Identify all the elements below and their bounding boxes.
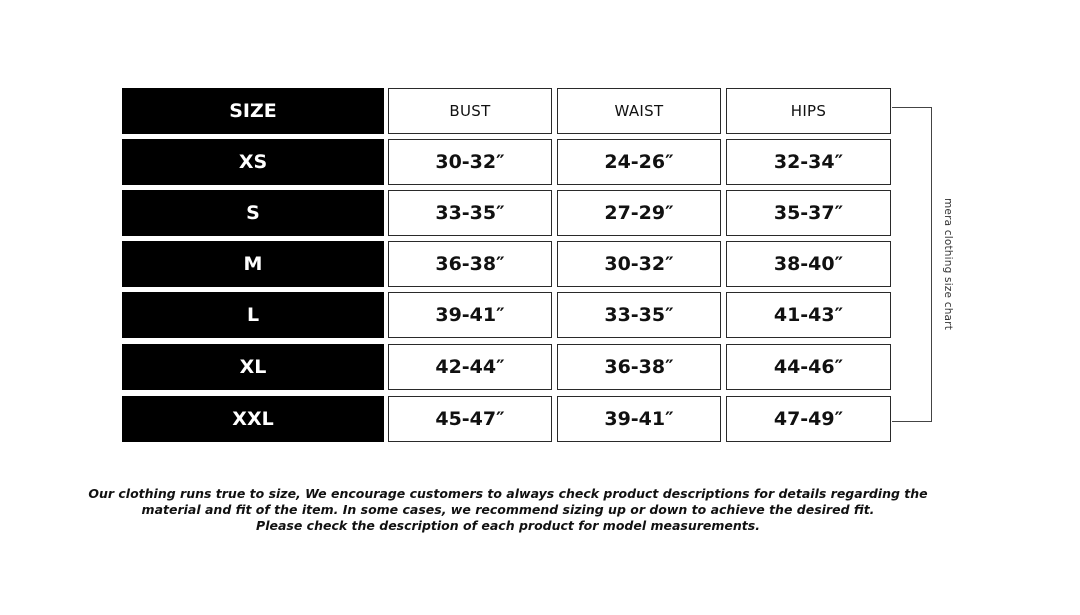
- waist-value: 27-29″: [557, 190, 721, 236]
- bust-value: 45-47″: [388, 396, 552, 442]
- waist-value: 36-38″: [557, 344, 721, 390]
- sizing-note: [0, 486, 1016, 534]
- waist-column-header: WAIST: [557, 88, 721, 134]
- sizing-note-line-1: Our clothing runs true to size, We encourage customers to always check product descriptions for details regarding the: [88, 486, 928, 501]
- waist-value: 33-35″: [557, 292, 721, 338]
- waist-value: 24-26″: [557, 139, 721, 185]
- waist-value: 30-32″: [557, 241, 721, 287]
- size-label: S: [122, 190, 384, 236]
- size-label: XL: [122, 344, 384, 390]
- hips-value: 35-37″: [726, 190, 891, 236]
- size-chart-side-label: mera clothing size chart: [942, 197, 954, 331]
- hips-value: 41-43″: [726, 292, 891, 338]
- bust-value: 39-41″: [388, 292, 552, 338]
- hips-value: 47-49″: [726, 396, 891, 442]
- bust-value: 33-35″: [388, 190, 552, 236]
- sizing-note-line-3: Please check the description of each product for model measurements.: [256, 518, 760, 533]
- hips-value: 32-34″: [726, 139, 891, 185]
- hips-value: 44-46″: [726, 344, 891, 390]
- size-label: L: [122, 292, 384, 338]
- bust-value: 42-44″: [388, 344, 552, 390]
- side-bracket: [892, 107, 932, 422]
- hips-value: 38-40″: [726, 241, 891, 287]
- bust-column-header: BUST: [388, 88, 552, 134]
- waist-value: 39-41″: [557, 396, 721, 442]
- bust-value: 30-32″: [388, 139, 552, 185]
- sizing-note-line-2: material and fit of the item. In some cases, we recommend sizing up or down to achieve the desired fit.: [141, 502, 875, 517]
- size-label: XXL: [122, 396, 384, 442]
- size-label: M: [122, 241, 384, 287]
- bust-value: 36-38″: [388, 241, 552, 287]
- size-label: XS: [122, 139, 384, 185]
- hips-column-header: HIPS: [726, 88, 891, 134]
- size-column-header: SIZE: [122, 88, 384, 134]
